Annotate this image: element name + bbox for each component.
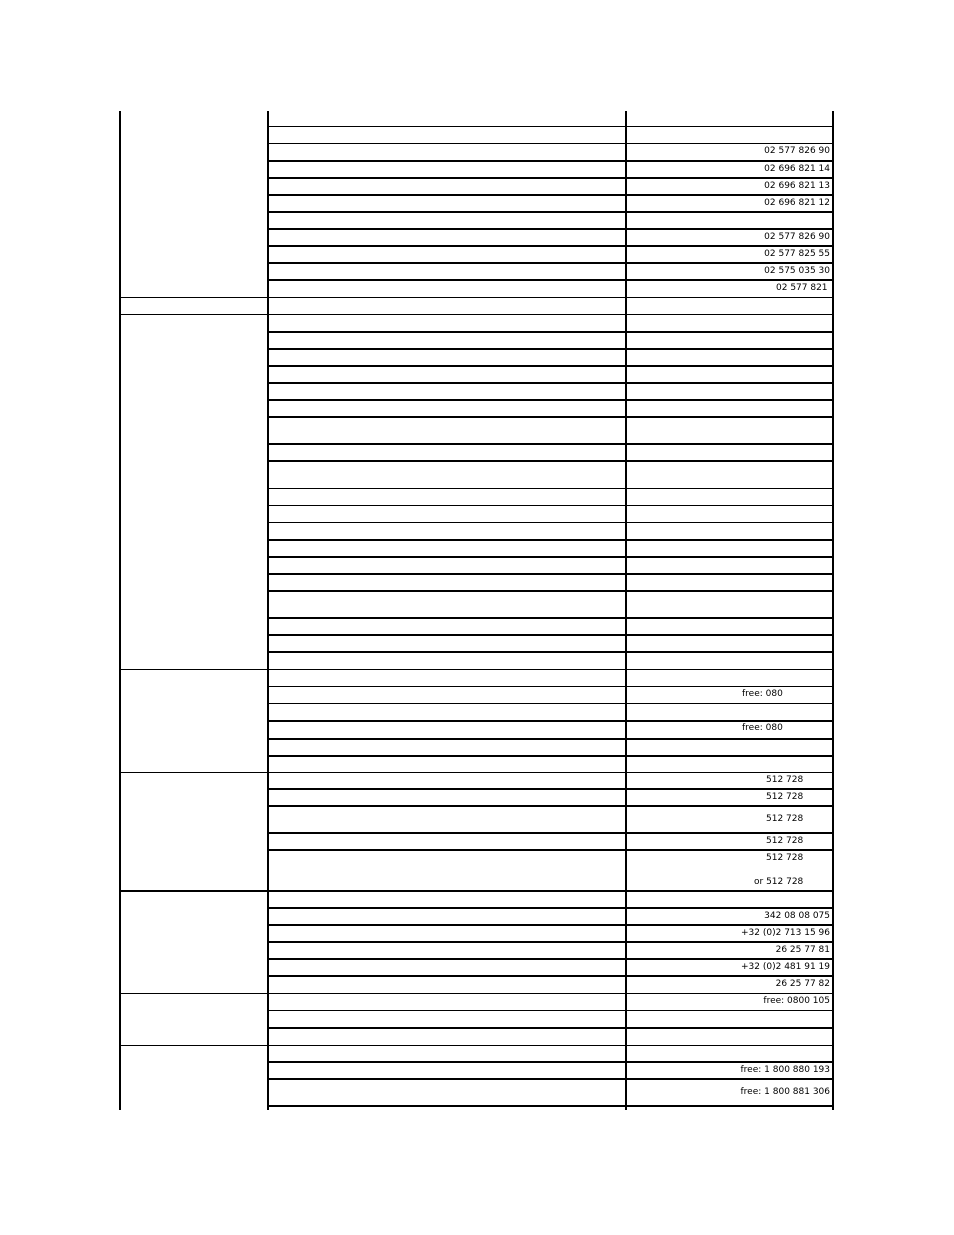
row-rule [268, 505, 834, 506]
phone-number: 512 728 [766, 792, 804, 802]
phone-number: 02 577 826 90 [764, 146, 830, 156]
row-rule [268, 634, 834, 636]
row-rule [268, 488, 834, 489]
phone-number: 512 728 [766, 814, 804, 824]
phone-number: 02 696 821 12 [764, 198, 830, 208]
row-rule [268, 348, 834, 350]
row-rule [268, 590, 834, 592]
phone-number: +32 (0)2 481 91 19 [741, 962, 830, 972]
row-rule [268, 1027, 834, 1029]
phone-number: 02 575 035 30 [764, 266, 830, 276]
section-rule [119, 314, 834, 315]
row-rule [268, 539, 834, 541]
row-rule [268, 617, 834, 619]
row-rule [268, 194, 834, 196]
table-left-border [119, 111, 121, 1110]
section-rule [119, 1045, 834, 1046]
section-rule [119, 669, 834, 670]
phone-number: free: 1 800 880 193 [740, 1065, 830, 1075]
phone-number: 512 728 [766, 836, 804, 846]
row-rule [268, 399, 834, 401]
phone-number: 02 577 821 [776, 283, 828, 293]
phone-number: 02 696 821 13 [764, 181, 830, 191]
row-rule [268, 1105, 834, 1107]
row-rule [268, 279, 834, 281]
row-rule [268, 686, 834, 687]
section-rule [119, 993, 834, 994]
row-rule [268, 755, 834, 757]
row-rule [268, 228, 834, 230]
row-rule [268, 720, 834, 722]
phone-number: free: 1 800 881 306 [740, 1087, 830, 1097]
row-rule [268, 262, 834, 264]
row-rule [268, 160, 834, 162]
row-rule [268, 211, 834, 213]
row-rule [268, 416, 834, 418]
row-rule [268, 365, 834, 367]
row-rule [268, 924, 834, 926]
phone-number: 512 728 [766, 775, 804, 785]
phone-number: 26 25 77 82 [775, 979, 830, 989]
table-column-divider-2 [625, 111, 627, 1110]
row-rule [268, 907, 834, 909]
row-rule [268, 143, 834, 144]
phone-number: 342 08 08 075 [764, 911, 830, 921]
row-rule [268, 245, 834, 247]
phone-number: 02 577 826 90 [764, 232, 830, 242]
row-rule [268, 460, 834, 462]
row-rule [268, 975, 834, 977]
row-rule [268, 958, 834, 960]
row-rule [268, 849, 834, 851]
row-rule [119, 890, 834, 892]
phone-number: or 512 728 [754, 877, 804, 887]
row-rule [268, 788, 834, 790]
phone-number: free: 080 [742, 723, 783, 733]
row-rule [268, 651, 834, 653]
row-rule [268, 738, 834, 740]
phone-number: free: 0800 105 [763, 996, 830, 1006]
row-rule [268, 382, 834, 384]
phone-number: free: 080 [742, 689, 783, 699]
section-rule [119, 297, 834, 298]
row-rule [268, 126, 834, 127]
row-rule [268, 556, 834, 558]
row-rule [268, 573, 834, 575]
row-rule [268, 331, 834, 333]
section-rule [119, 772, 834, 773]
phone-number: 02 577 825 55 [764, 249, 830, 259]
row-rule [268, 1010, 834, 1011]
row-rule [268, 177, 834, 179]
row-rule [268, 805, 834, 807]
phone-number: 512 728 [766, 853, 804, 863]
phone-number: +32 (0)2 713 15 96 [741, 928, 830, 938]
table-right-border [832, 111, 834, 1110]
row-rule [268, 522, 834, 523]
row-rule [268, 1061, 834, 1063]
row-rule [268, 832, 834, 834]
phone-number: 02 696 821 14 [764, 164, 830, 174]
row-rule [268, 941, 834, 943]
phone-number: 26 25 77 81 [775, 945, 830, 955]
table-column-divider-1 [267, 111, 269, 1110]
row-rule [268, 443, 834, 445]
row-rule [268, 703, 834, 704]
row-rule [268, 1078, 834, 1080]
